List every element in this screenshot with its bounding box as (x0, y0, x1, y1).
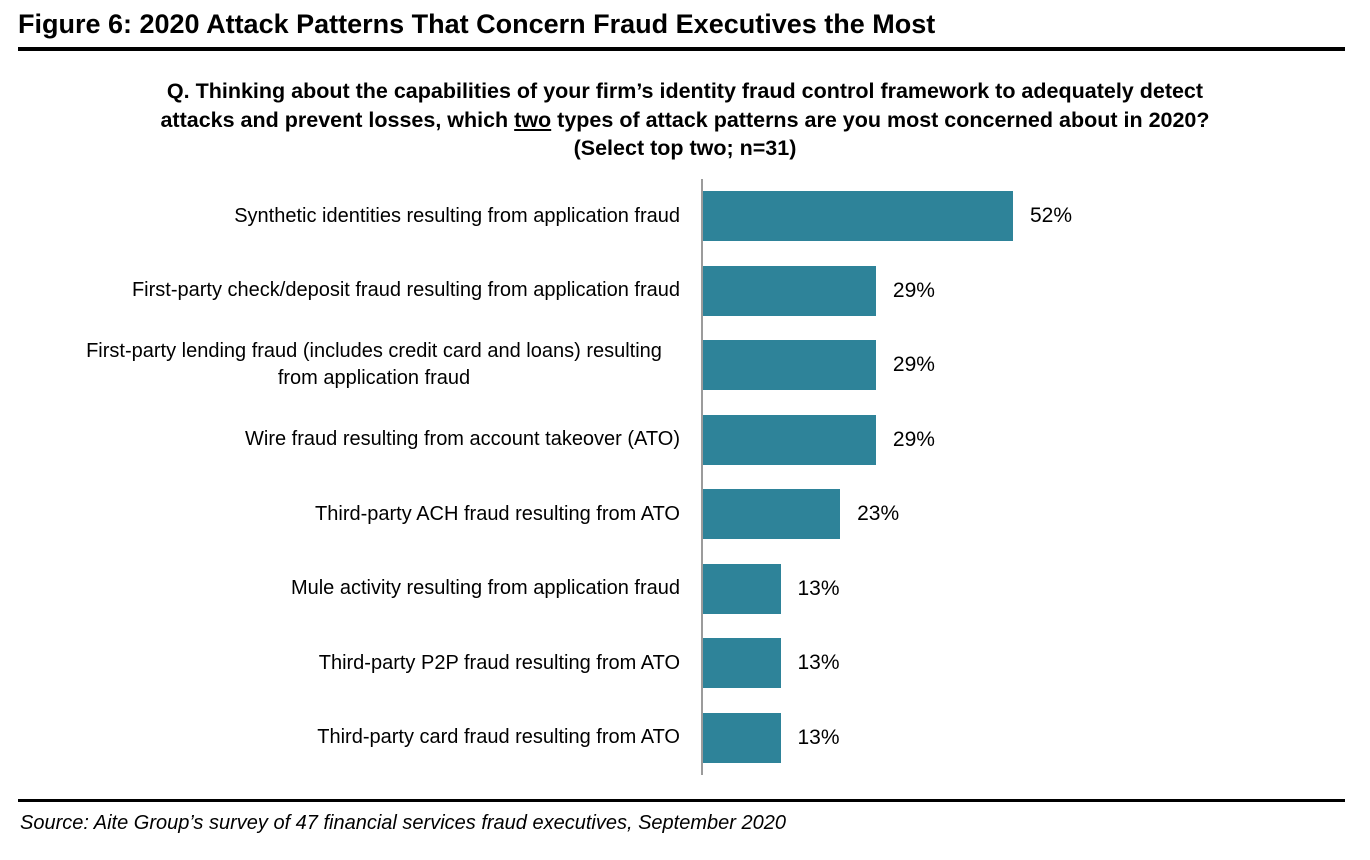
chart-row (0, 253, 1340, 328)
survey-question (148, 77, 1223, 163)
value-label: 13% (797, 725, 840, 749)
figure-header (0, 0, 1370, 40)
chart-row (0, 402, 1340, 477)
value-label: 29% (892, 353, 935, 377)
chart-row (0, 700, 1340, 775)
category-label: First-party lending fraud (includes credit card and loans) resulting from application fraud (86, 340, 662, 390)
bar (703, 713, 781, 763)
title-divider (18, 47, 1345, 51)
bar (703, 564, 781, 614)
bar (703, 415, 876, 465)
bar (703, 191, 1013, 241)
figure-title: Figure 6: 2020 Attack Patterns That Concern Fraud Executives the Most (18, 9, 936, 39)
question-underlined-word: two (514, 107, 552, 132)
question-text-after: types of attack patterns are you most concerned about in 2020? (Select top two; n=31) (551, 107, 1210, 161)
value-label: 13% (797, 576, 840, 600)
chart-row (0, 626, 1340, 701)
chart-row (0, 179, 1340, 254)
category-label: First-party check/deposit fraud resulting from application fraud (131, 279, 680, 302)
chart-row (0, 328, 1340, 403)
category-axis-line (701, 179, 703, 775)
bar-chart (0, 179, 1340, 775)
category-label: Third-party card fraud resulting from ATO (317, 726, 680, 749)
value-label: 52% (1030, 204, 1073, 228)
category-label: Third-party P2P fraud resulting from ATO (318, 651, 680, 674)
bar (703, 489, 840, 539)
category-label: Synthetic identities resulting from application fraud (234, 204, 680, 227)
value-label: 13% (797, 651, 840, 675)
bar (703, 638, 781, 688)
value-label: 29% (892, 427, 935, 451)
source-note: Source: Aite Group’s survey of 47 financial services fraud executives, September 2020 (20, 811, 786, 834)
bar (703, 340, 876, 390)
category-label: Mule activity resulting from application fraud (290, 577, 680, 600)
footer-divider (18, 799, 1345, 802)
value-label: 23% (857, 502, 900, 526)
bar (703, 266, 876, 316)
value-label: 29% (892, 278, 935, 302)
category-label: Wire fraud resulting from account takeover (ATO) (245, 428, 680, 451)
chart-row (0, 477, 1340, 552)
chart-row (0, 551, 1340, 626)
category-label: Third-party ACH fraud resulting from ATO (315, 502, 680, 525)
question-text-before: Q. Thinking about the capabilities of your firm’s identity fraud control framework to adequately detect attacks and prevent losses, which (160, 79, 1204, 132)
